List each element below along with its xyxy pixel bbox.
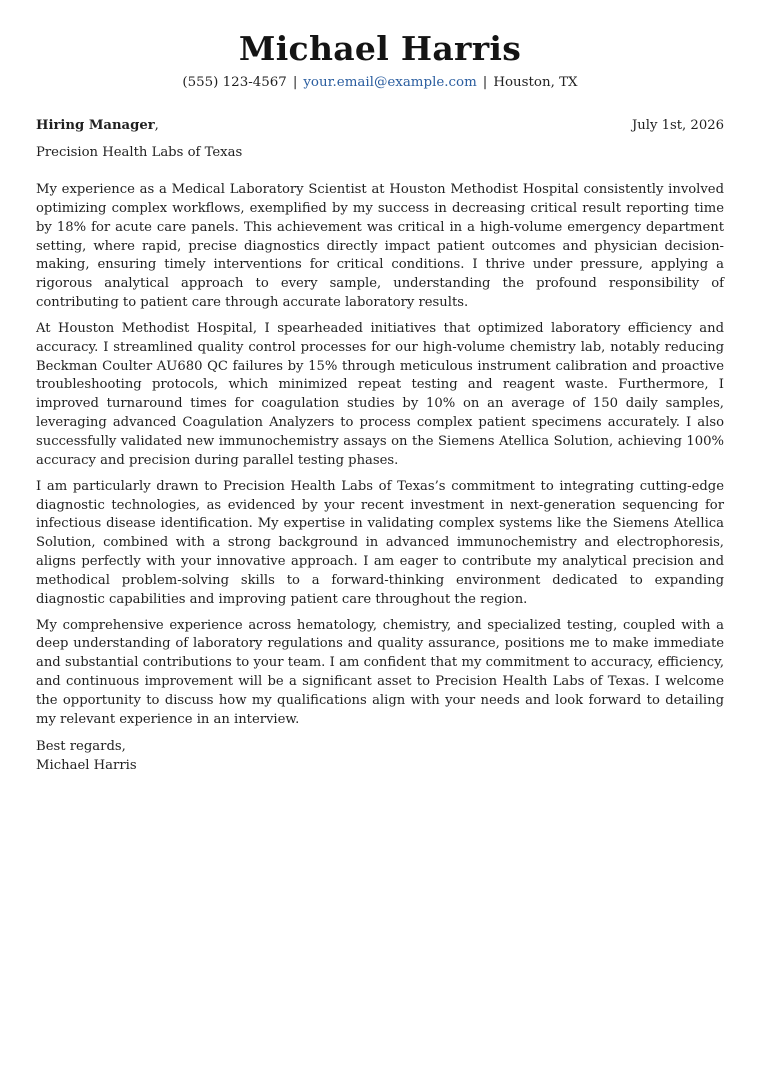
letter-date: July 1st, 2026: [631, 118, 724, 133]
recipient-row: [36, 117, 724, 135]
email-link[interactable]: your.email@example.com: [303, 75, 477, 90]
closing-salutation: Best regards,: [36, 738, 126, 754]
recipient-greeting: [36, 117, 159, 135]
recipient-company: Precision Health Labs of Texas: [36, 145, 243, 160]
signature-name: Michael Harris: [36, 757, 137, 773]
letter-body: [36, 181, 724, 730]
contact-separator: |: [482, 75, 488, 90]
contact-line: [36, 74, 724, 92]
location: Houston, TX: [493, 75, 578, 90]
recipient-name-suffix: ,: [154, 118, 159, 133]
letter-closing: [36, 737, 724, 775]
phone-number: (555) 123-4567: [182, 75, 287, 90]
body-paragraph: I am particularly drawn to Precision Health Labs of Texas’s commitment to integrating cutting-edge diagnostic technologies, as evidenced by your recent investment in next-generation sequencing for infectious disease identification. My expertise in validating complex systems like the Siemens Atellica Solution, combined with a strong background in advanced immunochemistry and electrophoresis, aligns perfectly with your innovative approach. I am eager to contribute my analytical precision and methodical problem-solving skills to a forward-thinking environment dedicated to expanding diagnostic capabilities and improving patient care throughout the region.: [36, 478, 724, 607]
contact-separator: |: [292, 75, 298, 90]
applicant-name: Michael Harris: [238, 29, 522, 68]
body-paragraph: My experience as a Medical Laboratory Scientist at Houston Methodist Hospital consistently involved optimizing complex workflows, exemplified by my success in decreasing critical result reporting time by 18% for acute care panels. This achievement was critical in a high-volume emergency department setting, where rapid, precise diagnostics directly impact patient outcomes and physician decision-making, ensuring timely interventions for critical conditions. I thrive under pressure, applying a rigorous analytical approach to every sample, understanding the profound responsibility of contributing to patient care through accurate laboratory results.: [36, 182, 724, 311]
body-paragraph: At Houston Methodist Hospital, I spearheaded initiatives that optimized laboratory efficiency and accuracy. I streamlined quality control processes for our high-volume chemistry lab, notably reducing Beckman Coulter AU680 QC failures by 15% through meticulous instrument calibration and proactive troubleshooting protocols, which minimized repeat testing and reagent waste. Furthermore, I improved turnaround times for coagulation studies by 10% on an average of 150 daily samples, leveraging advanced Coagulation Analyzers to process complex patient specimens accurately. I also successfully validated new immunochemistry assays on the Siemens Atellica Solution, achieving 100% accuracy and precision during parallel testing phases.: [36, 320, 724, 468]
body-paragraph: My comprehensive experience across hematology, chemistry, and specialized testing, coupled with a deep understanding of laboratory regulations and quality assurance, positions me to make immediate and substantial contributions to your team. I am confident that my commitment to accuracy, efficiency, and continuous improvement will be a significant asset to Precision Health Labs of Texas. I welcome the opportunity to discuss how my qualifications align with your needs and look forward to detailing my relevant experience in an interview.: [36, 617, 724, 727]
recipient-name: Hiring Manager: [36, 118, 155, 133]
